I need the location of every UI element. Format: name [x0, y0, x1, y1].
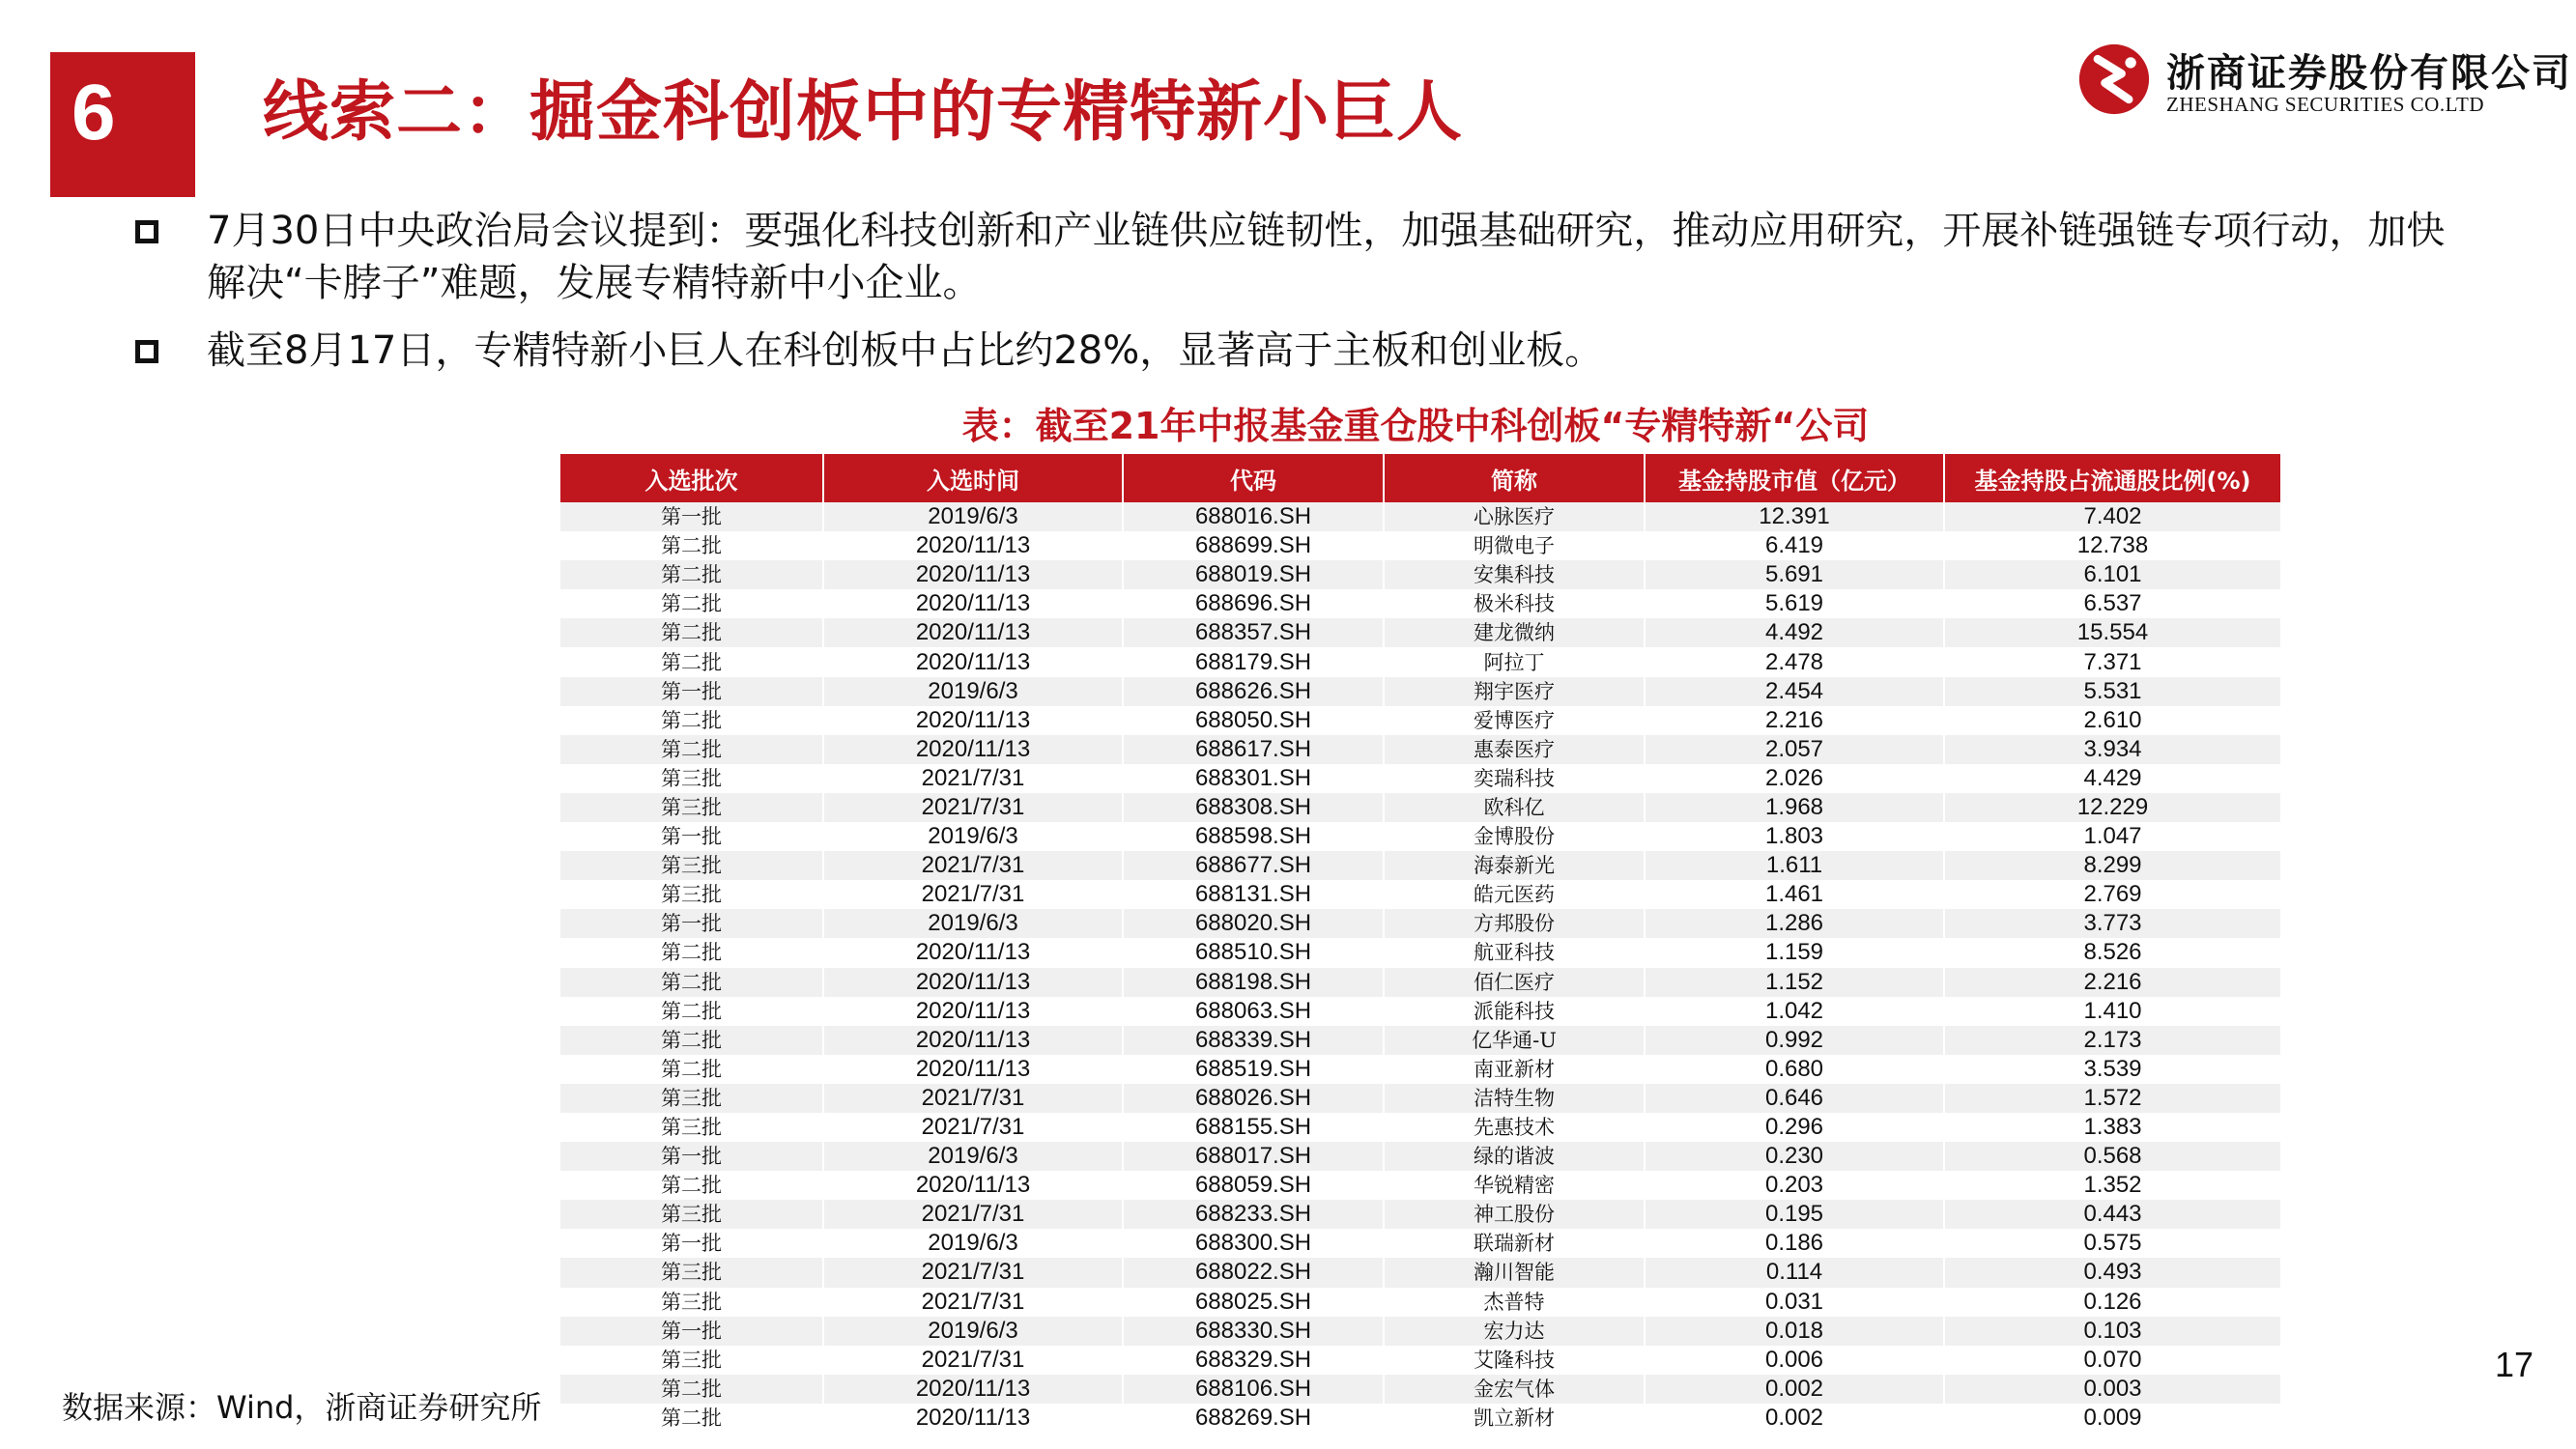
- cell-float-ratio: 4.429: [1944, 764, 2280, 793]
- page-number: 17: [2495, 1345, 2534, 1384]
- cell-date: 2020/11/13: [823, 589, 1123, 618]
- cell-code: 688022.SH: [1123, 1258, 1384, 1287]
- cell-name: 华锐精密: [1384, 1171, 1645, 1200]
- section-number: 6: [72, 69, 116, 156]
- cell-code: 688696.SH: [1123, 589, 1384, 618]
- cell-code: 688301.SH: [1123, 764, 1384, 793]
- cell-float-ratio: 0.493: [1944, 1258, 2280, 1287]
- cell-market-value: 5.691: [1645, 560, 1944, 589]
- bullet-text: 截至8月17日，专精特新小巨人在科创板中占比约28%，显著高于主板和创业板。: [207, 328, 1604, 373]
- bullet-item: [135, 205, 2474, 309]
- cell-float-ratio: 1.352: [1944, 1171, 2280, 1200]
- table-row: [560, 997, 2280, 1026]
- cell-name: 金博股份: [1384, 822, 1645, 851]
- cell-name: 奕瑞科技: [1384, 764, 1645, 793]
- column-header-batch: 入选批次: [560, 454, 823, 502]
- table-row: [560, 1404, 2280, 1433]
- cell-code: 688063.SH: [1123, 997, 1384, 1026]
- cell-name: 金宏气体: [1384, 1375, 1645, 1404]
- cell-code: 688017.SH: [1123, 1142, 1384, 1171]
- cell-batch: 第一批: [661, 1232, 722, 1256]
- cell-float-ratio: 0.103: [1944, 1317, 2280, 1346]
- cell-market-value: 0.203: [1645, 1171, 1944, 1200]
- square-bullet-icon: [135, 340, 158, 363]
- cell-float-ratio: 2.610: [1944, 706, 2280, 735]
- bullet-item: [135, 325, 2474, 377]
- cell-name: 方邦股份: [1384, 909, 1645, 938]
- cell-date: 2021/7/31: [823, 1113, 1123, 1142]
- cell-name: 杰普特: [1384, 1288, 1645, 1317]
- cell-name: 派能科技: [1384, 997, 1645, 1026]
- cell-market-value: 0.195: [1645, 1200, 1944, 1229]
- table-row: [560, 880, 2280, 909]
- table-row: [560, 560, 2280, 589]
- cell-code: 688339.SH: [1123, 1026, 1384, 1055]
- table-row: [560, 735, 2280, 764]
- table-row: [560, 909, 2280, 938]
- cell-code: 688050.SH: [1123, 706, 1384, 735]
- cell-date: 2020/11/13: [823, 997, 1123, 1026]
- cell-date: 2020/11/13: [823, 1404, 1123, 1433]
- cell-name: 宏力达: [1384, 1317, 1645, 1346]
- cell-name: 洁特生物: [1384, 1084, 1645, 1113]
- cell-market-value: 1.152: [1645, 968, 1944, 997]
- cell-market-value: 12.391: [1645, 502, 1944, 531]
- cell-float-ratio: 3.539: [1944, 1055, 2280, 1084]
- table-row: [560, 502, 2280, 531]
- cell-batch: 第二批: [661, 592, 722, 616]
- cell-market-value: 0.680: [1645, 1055, 1944, 1084]
- cell-name: 航亚科技: [1384, 938, 1645, 967]
- cell-date: 2021/7/31: [823, 1200, 1123, 1229]
- column-header-float-ratio: 基金持股占流通股比例(%): [1944, 454, 2280, 502]
- cell-market-value: 0.018: [1645, 1317, 1944, 1346]
- cell-date: 2021/7/31: [823, 1084, 1123, 1113]
- cell-float-ratio: 3.773: [1944, 909, 2280, 938]
- zheshang-logo-icon: [2077, 43, 2151, 116]
- cell-code: 688598.SH: [1123, 822, 1384, 851]
- table-row: [560, 1055, 2280, 1084]
- cell-name: 先惠技术: [1384, 1113, 1645, 1142]
- cell-date: 2021/7/31: [823, 1346, 1123, 1375]
- table-row: [560, 1317, 2280, 1346]
- cell-code: 688677.SH: [1123, 851, 1384, 880]
- cell-batch: 第二批: [661, 1174, 722, 1198]
- cell-name: 艾隆科技: [1384, 1346, 1645, 1375]
- cell-batch: 第二批: [560, 735, 823, 764]
- cell-float-ratio: 0.126: [1944, 1288, 2280, 1317]
- cell-name: 翔宇医疗: [1384, 677, 1645, 706]
- cell-code: 688330.SH: [1123, 1317, 1384, 1346]
- cell-date: 2019/6/3: [823, 909, 1123, 938]
- cell-date: 2021/7/31: [823, 764, 1123, 793]
- cell-code: 688699.SH: [1123, 531, 1384, 560]
- cell-float-ratio: 2.173: [1944, 1026, 2280, 1055]
- cell-code: 688025.SH: [1123, 1288, 1384, 1317]
- cell-code: 688131.SH: [1123, 880, 1384, 909]
- cell-market-value: 0.992: [1645, 1026, 1944, 1055]
- cell-date: 2019/6/3: [823, 502, 1123, 531]
- cell-float-ratio: 7.402: [1944, 502, 2280, 531]
- cell-name: 南亚新材: [1384, 1055, 1645, 1084]
- cell-batch: 第二批: [560, 560, 823, 589]
- cell-float-ratio: 1.410: [1944, 997, 2280, 1026]
- cell-batch: 第一批: [661, 825, 722, 849]
- bullet-text: 7月30日中央政治局会议提到：要强化科技创新和产业链供应链韧性，加强基础研究，推动应用研究，开展补链强链专项行动，加快解决“卡脖子”难题，发展专精特新中小企业。: [207, 209, 2446, 305]
- cell-name: 瀚川智能: [1384, 1258, 1645, 1287]
- cell-float-ratio: 1.383: [1944, 1113, 2280, 1142]
- cell-code: 688626.SH: [1123, 677, 1384, 706]
- cell-code: 688155.SH: [1123, 1113, 1384, 1142]
- cell-float-ratio: 6.537: [1944, 589, 2280, 618]
- table-row: [560, 531, 2280, 560]
- table-row: [560, 1026, 2280, 1055]
- table-row: [560, 1171, 2280, 1200]
- cell-float-ratio: 6.101: [1944, 560, 2280, 589]
- cell-float-ratio: 3.934: [1944, 735, 2280, 764]
- cell-batch: 第二批: [560, 968, 823, 997]
- cell-date: 2020/11/13: [823, 938, 1123, 967]
- table-row: [560, 706, 2280, 735]
- cell-date: 2021/7/31: [823, 793, 1123, 822]
- bullet-list: [135, 205, 2474, 392]
- cell-market-value: 0.114: [1645, 1258, 1944, 1287]
- column-header-market-value: 基金持股市值（亿元）: [1645, 454, 1944, 502]
- cell-market-value: 5.619: [1645, 589, 1944, 618]
- cell-batch: 第二批: [661, 999, 722, 1023]
- company-name-en: ZHESHANG SECURITIES CO.LTD: [2166, 93, 2484, 116]
- cell-batch: 第一批: [560, 677, 823, 706]
- table-row: [560, 851, 2280, 880]
- section-number-badge: [50, 52, 195, 197]
- column-header-name: 简称: [1384, 454, 1645, 502]
- table-row: [560, 793, 2280, 822]
- table-row: [560, 647, 2280, 676]
- cell-name: 神工股份: [1384, 1200, 1645, 1229]
- cell-float-ratio: 0.575: [1944, 1229, 2280, 1258]
- cell-date: 2020/11/13: [823, 560, 1123, 589]
- cell-float-ratio: 1.047: [1944, 822, 2280, 851]
- cell-date: 2021/7/31: [823, 1288, 1123, 1317]
- cell-batch: 第二批: [661, 708, 722, 732]
- cell-market-value: 2.478: [1645, 647, 1944, 676]
- cell-market-value: 1.461: [1645, 880, 1944, 909]
- cell-name: 皓元医药: [1384, 880, 1645, 909]
- cell-code: 688016.SH: [1123, 502, 1384, 531]
- cell-batch: 第一批: [560, 909, 823, 938]
- cell-code: 688617.SH: [1123, 735, 1384, 764]
- table-row: [560, 1346, 2280, 1375]
- cell-date: 2020/11/13: [823, 735, 1123, 764]
- cell-code: 688233.SH: [1123, 1200, 1384, 1229]
- cell-name: 明微电子: [1384, 531, 1645, 560]
- table-body: [560, 502, 2280, 1433]
- cell-batch: 第二批: [560, 1375, 823, 1404]
- cell-batch: 第三批: [661, 1348, 722, 1372]
- page-title: 线索二：掘金科创板中的专精特新小巨人: [263, 74, 1464, 151]
- cell-market-value: 2.026: [1645, 764, 1944, 793]
- cell-date: 2020/11/13: [823, 706, 1123, 735]
- cell-date: 2019/6/3: [823, 677, 1123, 706]
- cell-date: 2019/6/3: [823, 1317, 1123, 1346]
- cell-float-ratio: 0.003: [1944, 1375, 2280, 1404]
- table-row: [560, 938, 2280, 967]
- cell-code: 688357.SH: [1123, 618, 1384, 647]
- cell-code: 688026.SH: [1123, 1084, 1384, 1113]
- cell-float-ratio: 8.526: [1944, 938, 2280, 967]
- cell-date: 2019/6/3: [823, 822, 1123, 851]
- cell-date: 2019/6/3: [823, 1229, 1123, 1258]
- cell-date: 2021/7/31: [823, 880, 1123, 909]
- cell-date: 2020/11/13: [823, 1026, 1123, 1055]
- cell-date: 2019/6/3: [823, 1142, 1123, 1171]
- cell-date: 2020/11/13: [823, 647, 1123, 676]
- cell-market-value: 0.296: [1645, 1113, 1944, 1142]
- cell-name: 极米科技: [1384, 589, 1645, 618]
- table-row: [560, 764, 2280, 793]
- cell-market-value: 1.611: [1645, 851, 1944, 880]
- cell-float-ratio: 5.531: [1944, 677, 2280, 706]
- cell-name: 佰仁医疗: [1384, 968, 1645, 997]
- cell-name: 安集科技: [1384, 560, 1645, 589]
- cell-market-value: 2.057: [1645, 735, 1944, 764]
- cell-date: 2021/7/31: [823, 851, 1123, 880]
- cell-batch: 第三批: [661, 1290, 722, 1314]
- table-row: [560, 822, 2280, 851]
- cell-market-value: 6.419: [1645, 531, 1944, 560]
- cell-float-ratio: 15.554: [1944, 618, 2280, 647]
- cell-market-value: 0.230: [1645, 1142, 1944, 1171]
- cell-code: 688179.SH: [1123, 647, 1384, 676]
- cell-float-ratio: 0.443: [1944, 1200, 2280, 1229]
- cell-name: 凯立新材: [1384, 1404, 1645, 1433]
- cell-batch: 第三批: [560, 1084, 823, 1113]
- cell-float-ratio: 2.769: [1944, 880, 2280, 909]
- column-header-date: 入选时间: [823, 454, 1123, 502]
- cell-market-value: 2.216: [1645, 706, 1944, 735]
- cell-date: 2020/11/13: [823, 1171, 1123, 1200]
- cell-float-ratio: 2.216: [1944, 968, 2280, 997]
- table-row: [560, 677, 2280, 706]
- cell-market-value: 0.646: [1645, 1084, 1944, 1113]
- cell-date: 2020/11/13: [823, 968, 1123, 997]
- cell-market-value: 1.968: [1645, 793, 1944, 822]
- cell-market-value: 0.006: [1645, 1346, 1944, 1375]
- cell-code: 688519.SH: [1123, 1055, 1384, 1084]
- cell-batch: 第一批: [560, 1317, 823, 1346]
- cell-name: 惠泰医疗: [1384, 735, 1645, 764]
- table-row: [560, 1113, 2280, 1142]
- cell-code: 688269.SH: [1123, 1404, 1384, 1433]
- cell-float-ratio: 12.738: [1944, 531, 2280, 560]
- cell-name: 阿拉丁: [1384, 647, 1645, 676]
- cell-date: 2020/11/13: [823, 1375, 1123, 1404]
- cell-market-value: 2.454: [1645, 677, 1944, 706]
- cell-code: 688019.SH: [1123, 560, 1384, 589]
- cell-name: 欧科亿: [1384, 793, 1645, 822]
- table-row: [560, 968, 2280, 997]
- cell-batch: 第三批: [661, 883, 722, 907]
- cell-batch: 第三批: [661, 1116, 722, 1140]
- table-row: [560, 589, 2280, 618]
- cell-date: 2020/11/13: [823, 1055, 1123, 1084]
- cell-float-ratio: 0.009: [1944, 1404, 2280, 1433]
- cell-market-value: 1.042: [1645, 997, 1944, 1026]
- cell-market-value: 0.002: [1645, 1404, 1944, 1433]
- cell-batch: 第二批: [560, 1026, 823, 1055]
- holdings-table: [560, 454, 2280, 1433]
- table-row: [560, 1258, 2280, 1287]
- cell-name: 绿的谐波: [1384, 1142, 1645, 1171]
- cell-date: 2020/11/13: [823, 618, 1123, 647]
- cell-code: 688020.SH: [1123, 909, 1384, 938]
- company-logo: [2077, 43, 2572, 120]
- cell-batch: 第三批: [560, 1258, 823, 1287]
- cell-code: 688308.SH: [1123, 793, 1384, 822]
- cell-market-value: 1.159: [1645, 938, 1944, 967]
- cell-code: 688510.SH: [1123, 938, 1384, 967]
- cell-code: 688106.SH: [1123, 1375, 1384, 1404]
- cell-code: 688300.SH: [1123, 1229, 1384, 1258]
- cell-market-value: 0.031: [1645, 1288, 1944, 1317]
- cell-float-ratio: 0.568: [1944, 1142, 2280, 1171]
- cell-date: 2020/11/13: [823, 531, 1123, 560]
- cell-code: 688329.SH: [1123, 1346, 1384, 1375]
- cell-batch: 第二批: [661, 1057, 722, 1081]
- cell-batch: 第二批: [661, 1406, 722, 1430]
- cell-market-value: 1.803: [1645, 822, 1944, 851]
- cell-code: 688059.SH: [1123, 1171, 1384, 1200]
- table-header-row: [560, 454, 2280, 502]
- table-row: [560, 1375, 2280, 1404]
- cell-market-value: 0.186: [1645, 1229, 1944, 1258]
- table-row: [560, 618, 2280, 647]
- cell-batch: 第三批: [661, 766, 722, 790]
- cell-float-ratio: 12.229: [1944, 793, 2280, 822]
- table-row: [560, 1200, 2280, 1229]
- cell-batch: 第一批: [560, 502, 823, 531]
- table-caption: 表：截至21年中报基金重仓股中科创板“专精特新“公司: [961, 405, 1870, 447]
- cell-batch: 第三批: [560, 1200, 823, 1229]
- table-row: [560, 1084, 2280, 1113]
- cell-batch: 第三批: [560, 793, 823, 822]
- table-row: [560, 1288, 2280, 1317]
- company-name-cn: 浙商证券股份有限公司: [2166, 50, 2572, 96]
- table-row: [560, 1142, 2280, 1171]
- cell-batch: 第二批: [661, 941, 722, 965]
- table-row: [560, 1229, 2280, 1258]
- cell-float-ratio: 1.572: [1944, 1084, 2280, 1113]
- cell-market-value: 1.286: [1645, 909, 1944, 938]
- cell-name: 心脉医疗: [1384, 502, 1645, 531]
- square-bullet-icon: [135, 220, 158, 243]
- cell-name: 爱博医疗: [1384, 706, 1645, 735]
- cell-name: 海泰新光: [1384, 851, 1645, 880]
- cell-market-value: 4.492: [1645, 618, 1944, 647]
- column-header-code: 代码: [1123, 454, 1384, 502]
- cell-market-value: 0.002: [1645, 1375, 1944, 1404]
- cell-name: 联瑞新材: [1384, 1229, 1645, 1258]
- cell-batch: 第二批: [661, 650, 722, 674]
- cell-date: 2021/7/31: [823, 1258, 1123, 1287]
- cell-batch: 第一批: [560, 1142, 823, 1171]
- cell-batch: 第二批: [661, 534, 722, 558]
- cell-float-ratio: 7.371: [1944, 647, 2280, 676]
- cell-name: 建龙微纳: [1384, 618, 1645, 647]
- cell-float-ratio: 0.070: [1944, 1346, 2280, 1375]
- cell-name: 亿华通-U: [1384, 1026, 1645, 1055]
- cell-code: 688198.SH: [1123, 968, 1384, 997]
- cell-batch: 第二批: [560, 618, 823, 647]
- data-source-note: 数据来源：Wind，浙商证券研究所: [62, 1389, 542, 1426]
- cell-batch: 第三批: [560, 851, 823, 880]
- cell-float-ratio: 8.299: [1944, 851, 2280, 880]
